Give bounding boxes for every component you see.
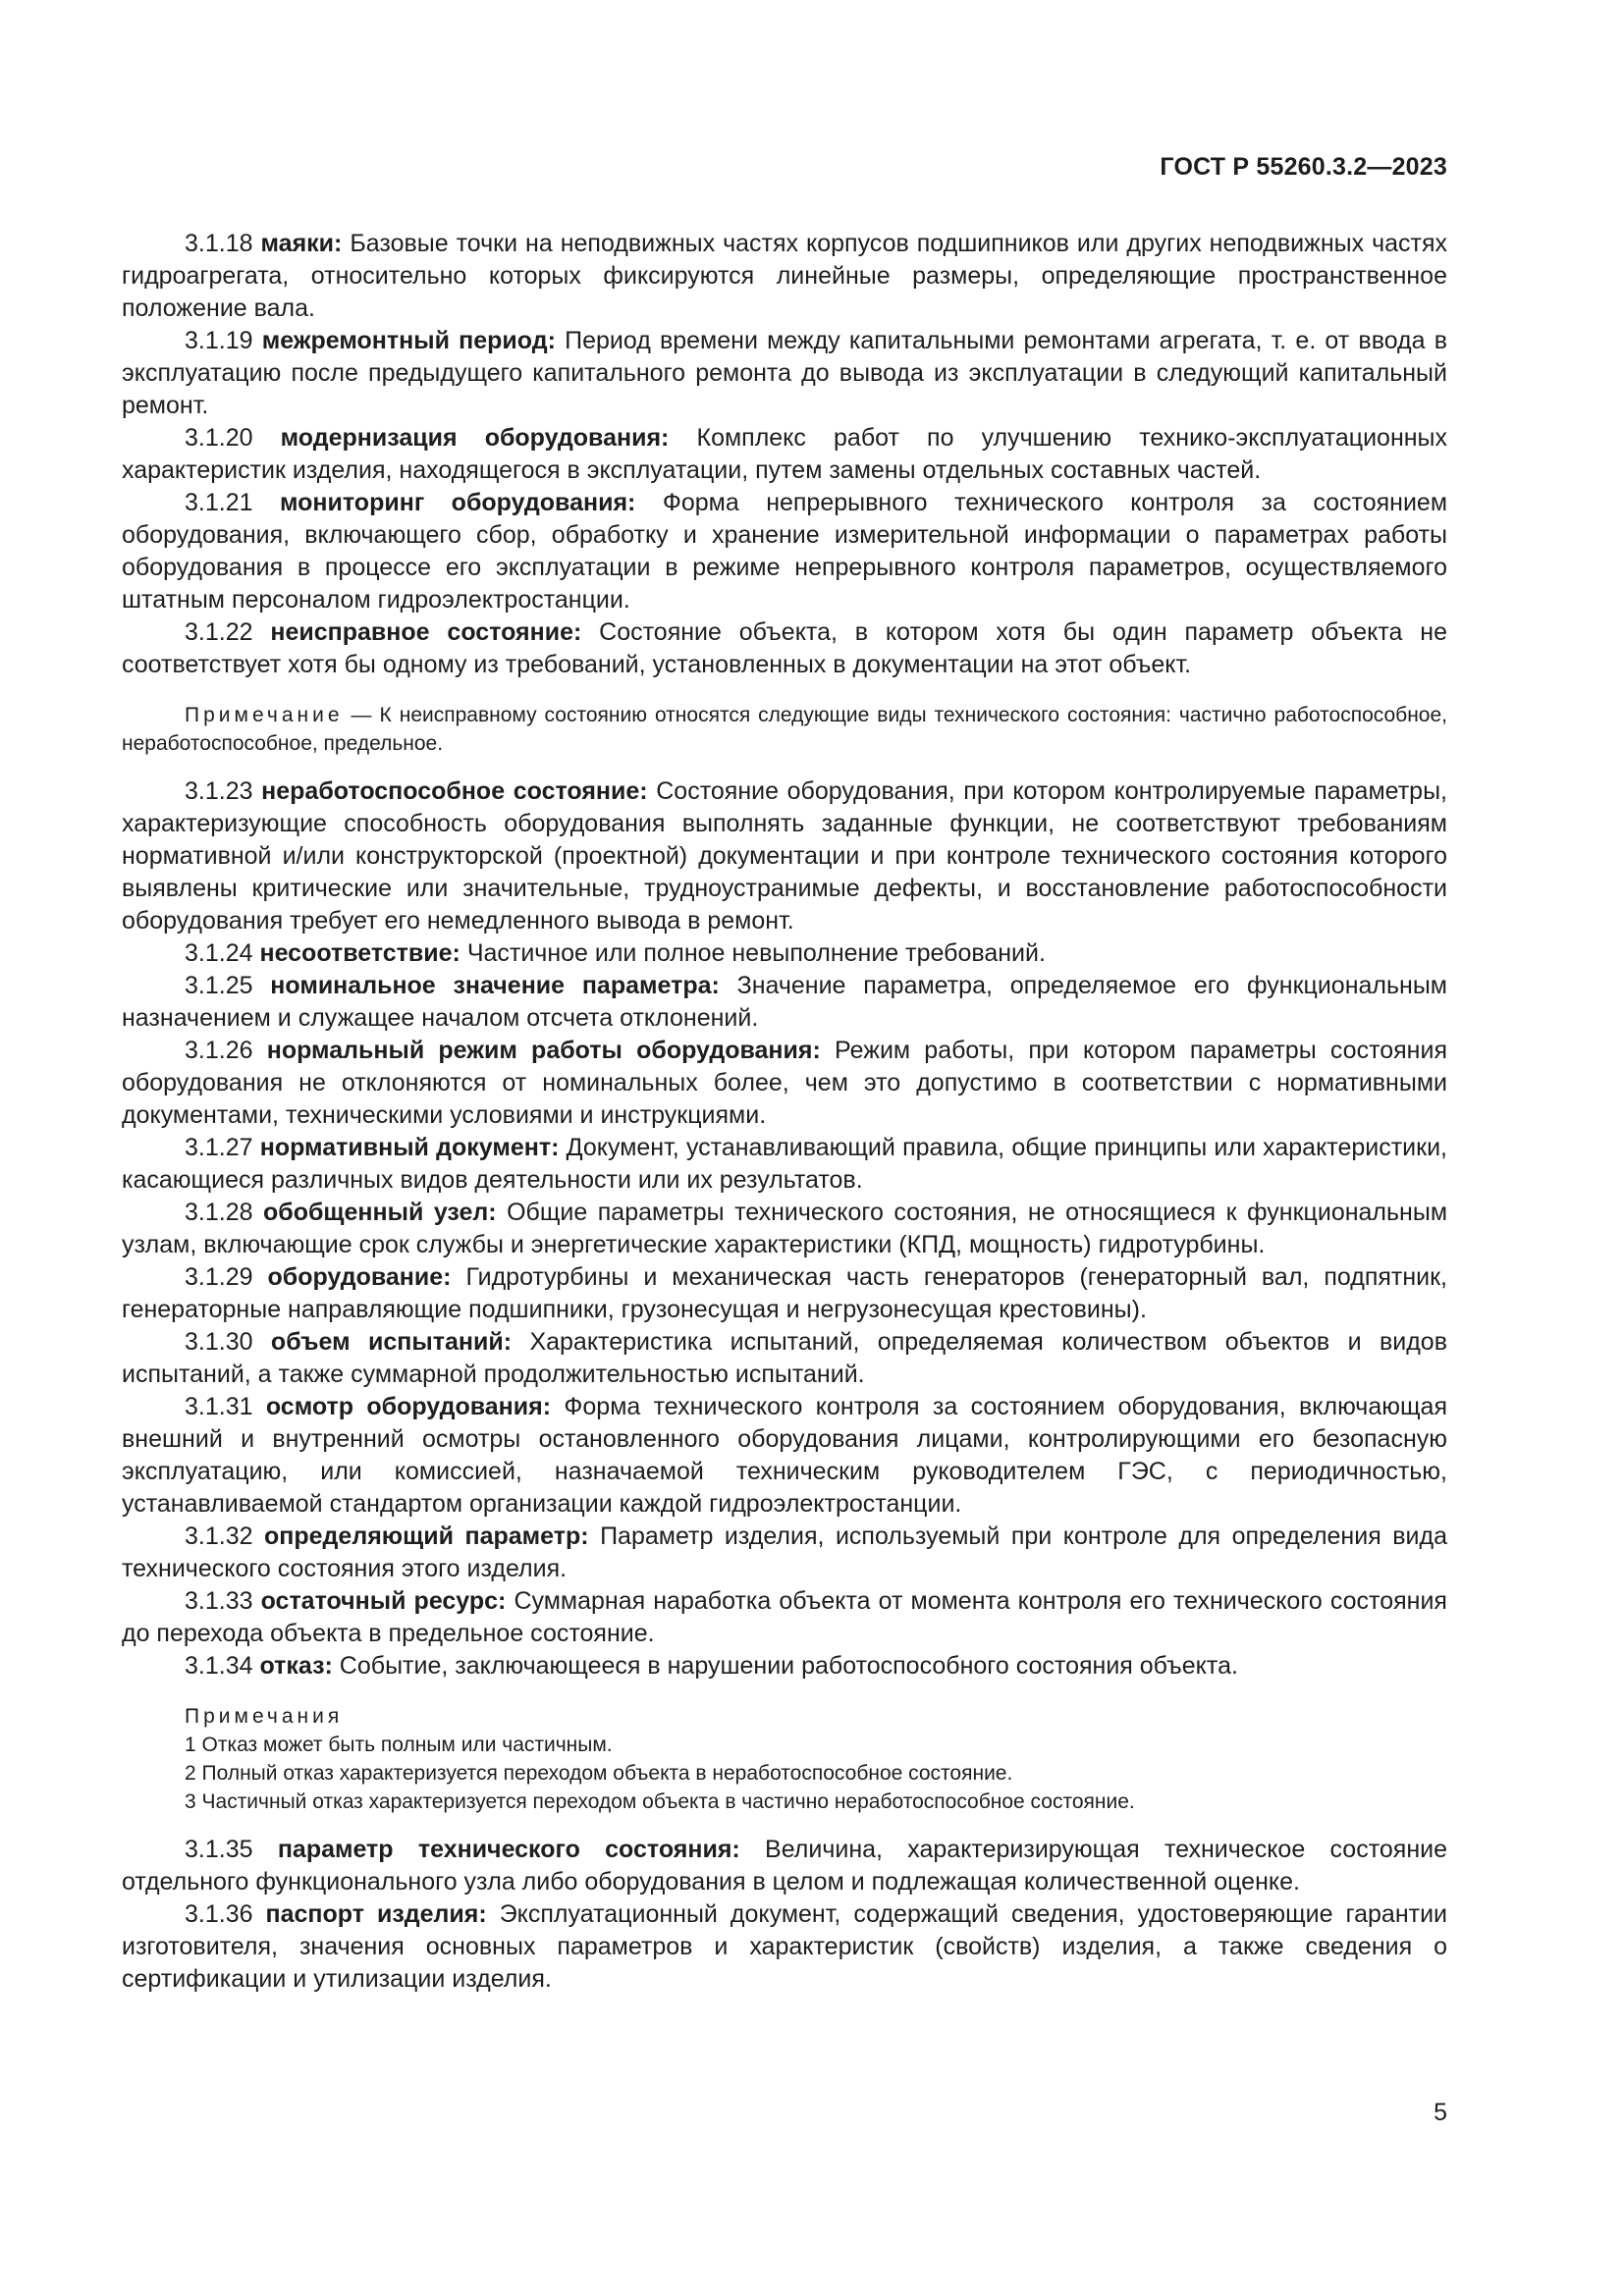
- entry-term: мониторинг оборудования:: [279, 489, 636, 516]
- definition-3-1-30: [122, 1326, 1447, 1391]
- entry-number: 3.1.25: [185, 972, 253, 999]
- entry-number: 3.1.30: [185, 1328, 253, 1356]
- entry-number: 3.1.20: [185, 424, 253, 452]
- entry-number: 3.1.32: [185, 1522, 253, 1550]
- entry-term: маяки:: [260, 230, 343, 257]
- page-number: 5: [1434, 2099, 1447, 2126]
- entry-text: Характеристика испытаний, определяемая количеством объектов и видов испытаний, а также суммарной продолжительностью испытаний.: [122, 1328, 1447, 1388]
- page-content: [122, 228, 1447, 1996]
- entry-text: Значение параметра, определяемое его функциональным назначением и служащее началом отсчета отклонений.: [122, 972, 1447, 1032]
- entry-term: определяющий параметр:: [264, 1522, 589, 1550]
- entry-term: объем испытаний:: [270, 1328, 513, 1356]
- entry-number: 3.1.21: [185, 489, 253, 516]
- entry-text: Событие, заключающееся в нарушении работоспособного состояния объекта.: [339, 1652, 1238, 1680]
- entry-term: остаточный ресурс:: [260, 1587, 507, 1615]
- entry-term: номинальное значение параметра:: [270, 972, 720, 999]
- entry-text: Общие параметры технического состояния, не относящиеся к функциональным узлам, включающие срок службы и энергетические характеристики (КПД, мощность) гидротурбины.: [122, 1199, 1448, 1258]
- standard-designation: ГОСТ Р 55260.3.2—2023: [1160, 153, 1447, 181]
- entry-text: Параметр изделия, используемый при контроле для определения вида технического состояния этого изделия.: [122, 1522, 1447, 1582]
- definition-3-1-29: [122, 1261, 1447, 1326]
- note-item: 3 Частичный отказ характеризуется переходом объекта в частично неработоспособное состояние.: [185, 1790, 1135, 1813]
- entry-number: 3.1.26: [185, 1037, 253, 1064]
- entry-text: Документ, устанавливающий правила, общие принципы или характеристики, касающиеся различных видов деятельности или их результатов.: [122, 1134, 1447, 1194]
- definition-3-1-34: [122, 1650, 1447, 1682]
- notes-title: Примечания: [185, 1705, 344, 1728]
- entry-text: Состояние объекта, в котором хотя бы один параметр объекта не соответствует хотя бы одному из требований, установленных в документации на этот объект.: [122, 618, 1448, 678]
- definition-3-1-23: [122, 775, 1447, 937]
- note-text: — К неисправному состоянию относятся следующие виды технического состояния: частично работоспособное, неработоспособное, предельное.: [122, 704, 1447, 755]
- entry-text: Гидротурбины и механическая часть генераторов (генераторный вал, подпятник, генераторные направляющие подшипники, грузонесущая и негрузонесущая крестовины).: [122, 1263, 1448, 1323]
- note-label: Примечание: [185, 704, 344, 726]
- entry-number: 3.1.27: [185, 1134, 253, 1161]
- entry-term: нормальный режим работы оборудования:: [266, 1037, 821, 1064]
- entry-term: нормативный документ:: [259, 1134, 560, 1161]
- entry-term: неработоспособное состояние:: [261, 777, 648, 805]
- entry-term: несоответствие:: [259, 939, 460, 967]
- note-item: 2 Полный отказ характеризуется переходом объекта в неработоспособное состояние.: [185, 1762, 1013, 1785]
- entry-number: 3.1.36: [185, 1900, 253, 1928]
- entry-text: Состояние оборудования, при котором контролируемые параметры, характеризующие способность оборудования выполнять заданные функции, не соответствуют требованиям нормативной и/или конструкторской (проектной) документации и при контроле технического состояния которого выявлены критические или значительные, трудноустранимые дефекты, и восстановление работоспособности оборудования требует его немедленного вывода в ремонт.: [122, 777, 1447, 934]
- entry-text: Форма технического контроля за состоянием оборудования, включающая внешний и внутренний осмотры остановленного оборудования лицами, контролирующими его безопасную эксплуатацию, или комиссией, назначаемой техническим руководителем ГЭС, с периодичностью, устанавливаемой стандартом организации каждой гидроэлектростанции.: [122, 1393, 1447, 1518]
- definition-3-1-25: [122, 970, 1447, 1035]
- entry-text: Режим работы, при котором параметры состояния оборудования не отклоняются от номинальных более, чем это допустимо в соответствии с нормативными документами, техническими условиями и инструкциями.: [122, 1037, 1447, 1129]
- entry-number: 3.1.33: [185, 1587, 253, 1615]
- definition-3-1-19: [122, 325, 1447, 422]
- entry-number: 3.1.35: [185, 1836, 253, 1863]
- definition-3-1-27: [122, 1132, 1447, 1197]
- entry-term: отказ:: [259, 1652, 333, 1680]
- entry-term: обобщенный узел:: [263, 1199, 497, 1226]
- definition-3-1-28: [122, 1197, 1447, 1261]
- entry-term: оборудование:: [267, 1263, 452, 1291]
- entry-text: Эксплуатационный документ, содержащий сведения, удостоверяющие гарантии изготовителя, значения основных параметров и характеристик (свойств) изделия, а также сведения о сертификации и утилизации изделия.: [122, 1900, 1448, 1993]
- definition-3-1-24: [122, 937, 1447, 970]
- entry-text: Базовые точки на неподвижных частях корпусов подшипников или других неподвижных частях гидроагрегата, относительно которых фиксируются линейные размеры, определяющие пространственное положение вала.: [122, 230, 1447, 322]
- entry-text: Комплекс работ по улучшению технико-эксплуатационных характеристик изделия, находящегося в эксплуатации, путем замены отдельных составных частей.: [122, 424, 1448, 484]
- entry-text: Величина, характеризирующая техническое состояние отдельного функционального узла либо оборудования в целом и подлежащая количественной оценке.: [122, 1836, 1447, 1896]
- entry-number: 3.1.24: [185, 939, 253, 967]
- entry-term: модернизация оборудования:: [280, 424, 670, 452]
- entry-number: 3.1.34: [185, 1652, 253, 1680]
- entry-text: Частичное или полное невыполнение требований.: [466, 939, 1046, 967]
- definition-3-1-18: [122, 228, 1447, 325]
- entry-term: осмотр оборудования:: [265, 1393, 552, 1420]
- note-3-1-22: [122, 701, 1447, 758]
- definition-3-1-21: [122, 487, 1447, 616]
- entry-number: 3.1.18: [185, 230, 253, 257]
- entry-text: Суммарная наработка объекта от момента контроля его технического состояния до перехода объекта в предельное состояние.: [122, 1587, 1447, 1647]
- entry-number: 3.1.22: [185, 618, 253, 646]
- entry-text: Форма непрерывного технического контроля за состоянием оборудования, включающего сбор, обработку и хранение измерительной информации о параметрах работы оборудования в процессе его эксплуатации в режиме непрерывного контроля параметров, осуществляемого штатным персоналом гидроэлектростанции.: [122, 489, 1448, 614]
- entry-number: 3.1.28: [185, 1199, 253, 1226]
- notes-3-1-34: [122, 1702, 1447, 1816]
- definition-3-1-20: [122, 422, 1447, 487]
- entry-term: межремонтный период:: [261, 327, 556, 354]
- note-item: 1 Отказ может быть полным или частичным.: [185, 1734, 613, 1756]
- entry-term: параметр технического состояния:: [277, 1836, 740, 1863]
- definition-3-1-32: [122, 1521, 1447, 1585]
- entry-term: паспорт изделия:: [265, 1900, 487, 1928]
- definition-3-1-22: [122, 616, 1447, 681]
- entry-number: 3.1.29: [185, 1263, 253, 1291]
- entry-number: 3.1.19: [185, 327, 253, 354]
- entry-term: неисправное состояние:: [270, 618, 582, 646]
- entry-text: Период времени между капитальными ремонтами агрегата, т. е. от ввода в эксплуатацию после предыдущего капитального ремонта до вывода из эксплуатации в следующий капитальный ремонт.: [122, 327, 1448, 419]
- entry-number: 3.1.31: [185, 1393, 253, 1420]
- definition-3-1-31: [122, 1391, 1447, 1521]
- definition-3-1-26: [122, 1035, 1447, 1132]
- definition-3-1-36: [122, 1898, 1447, 1996]
- entry-number: 3.1.23: [185, 777, 253, 805]
- definition-3-1-33: [122, 1585, 1447, 1650]
- definition-3-1-35: [122, 1834, 1447, 1898]
